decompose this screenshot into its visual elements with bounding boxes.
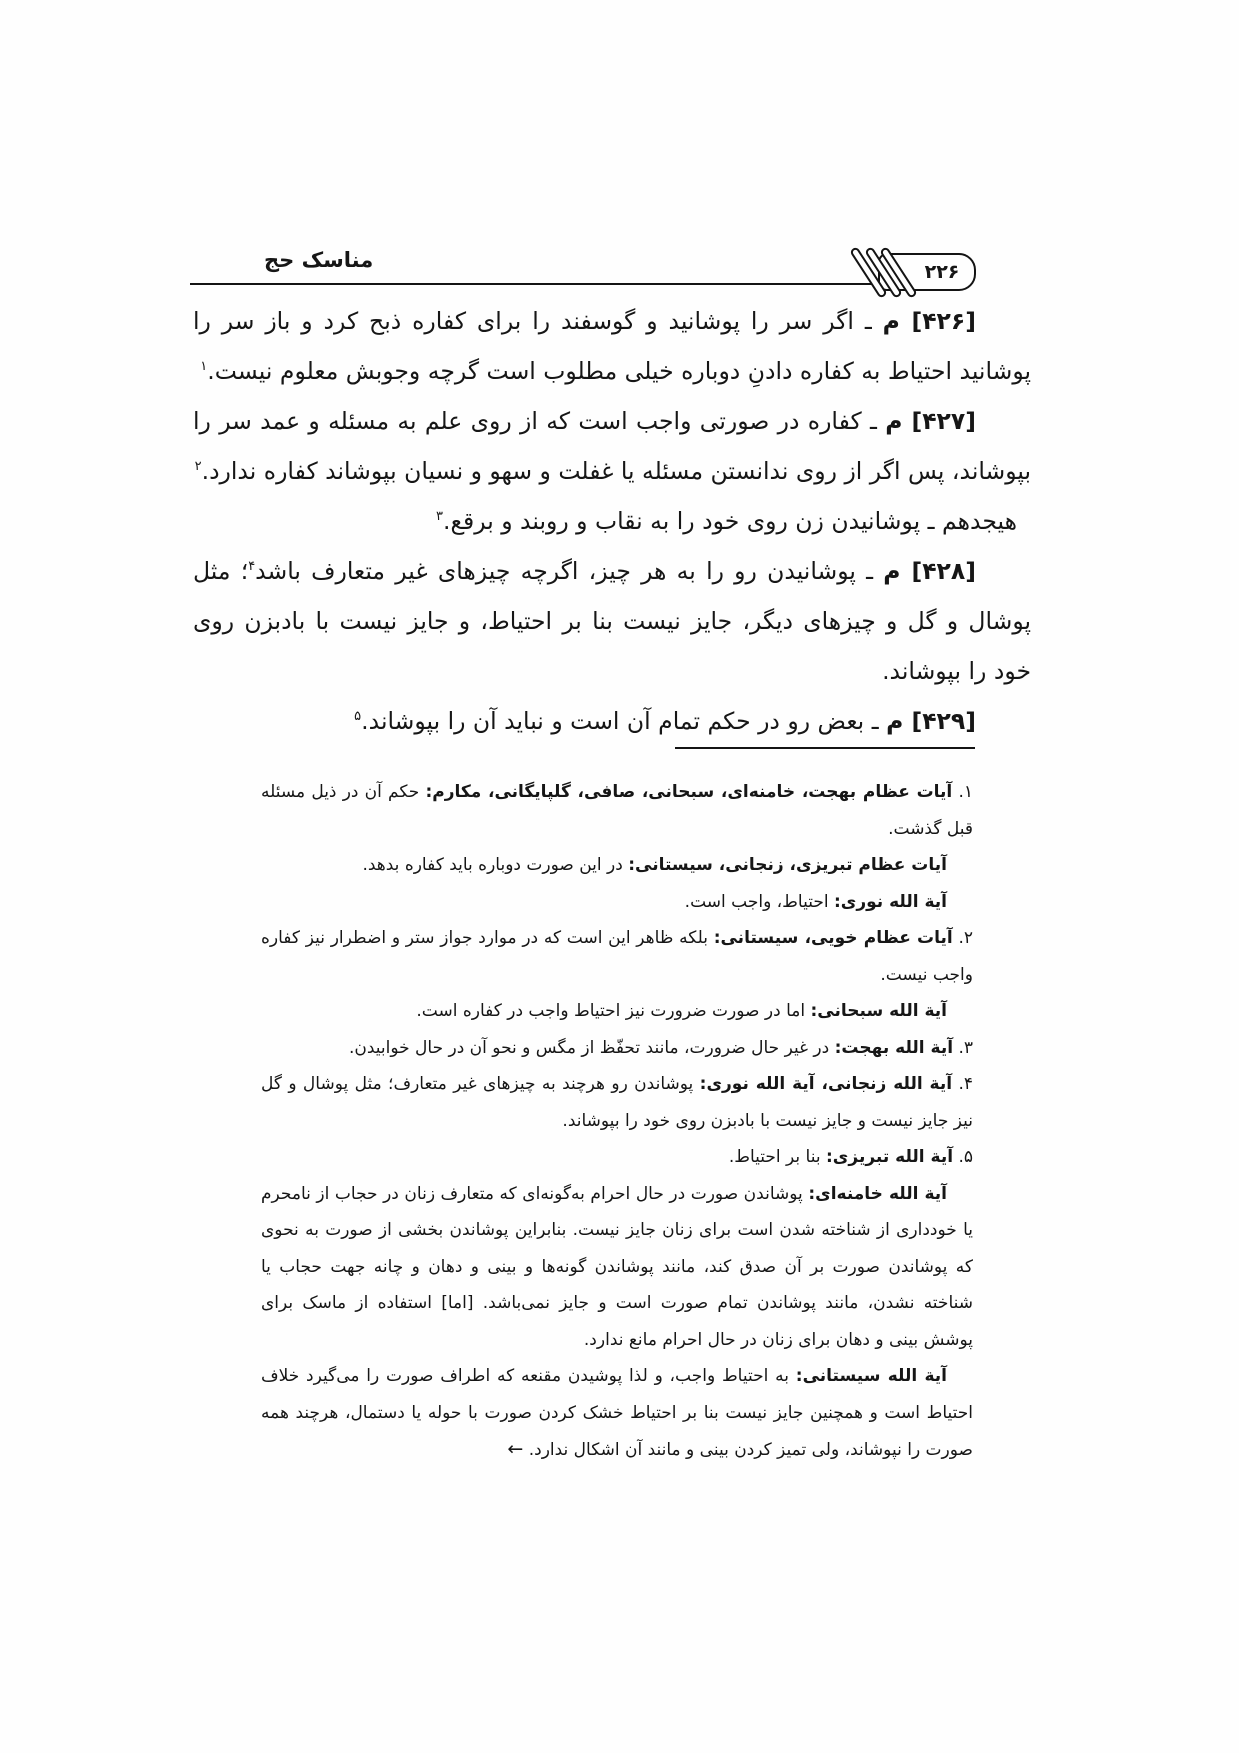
footnote-number: ۲.: [958, 928, 974, 948]
footnote-text: در غیر حال ضرورت، مانند تحفّظ از مگس و نحو آن در حال خوابیدن.: [348, 1037, 830, 1058]
footnote-line: [261, 1139, 973, 1176]
footnote-text: پوشاندن صورت در حال احرام به‌گونه‌ای که متعارف زنان در حجاب از نامحرم یا خودداری از شناخته شدن است برای زنان جایز نیست. بنابراین پوشاندن بخشی از صورت به نحوی که پوشاندن صورت بر آن صدق کند، مانند پوشاندن گونه‌ها و بینی و دهان و چانه جهت حجاب یا شناخته نشدن، مانند پوشاندن تمام صورت است و جایز نمی‌باشد. [اما] استفاده از ماسک برای پوشش بینی و دهان برای زنان در حال احرام مانع ندارد.: [261, 1183, 973, 1350]
masala-paragraph-429: [193, 696, 1031, 746]
footnote-line: [261, 1176, 973, 1359]
page-number: ۲۲۶: [924, 261, 960, 283]
footnote-marja-names: آیة الله نوری:: [833, 891, 947, 912]
footnote-text: اما در صورت ضرورت نیز احتیاط واجب در کفاره است.: [416, 1001, 806, 1021]
footnote-item-3: [261, 1030, 973, 1067]
masala-number-label: [۴۲۶] م: [882, 307, 976, 335]
footnote-marja-names: آیة الله بهجت:: [834, 1037, 954, 1058]
masala-dash: ـ: [864, 307, 872, 335]
masala-body: کفاره در صورتی واجب است که از روی علم به مسئله و عمد سر را بپوشاند، پس اگر از روی ندانستن مسئله یا غفلت و سهو و نسیان بپوشاند کفاره ندارد.: [193, 407, 1031, 485]
footnote-marja-names: آیات عظام تبریزی، زنجانی، سیستانی:: [628, 855, 947, 875]
footnote-item-5: [261, 1139, 973, 1469]
footnote-line: [261, 847, 973, 884]
masala-body: اگر سر را پوشانید و گوسفند را برای کفاره ذبح کرد و باز سر را پوشانید احتیاط به کفاره دادنِ دوباره خیلی مطلوب است گرچه وجوبش معلوم نیست.: [193, 307, 1031, 385]
masala-body: پوشانیدن رو را به هر چیز، اگرچه چیزهای غیر متعارف باشد: [255, 557, 856, 585]
masala-dash: ـ: [866, 557, 874, 585]
footnote-ref-superscript: ۱: [200, 359, 208, 375]
continuation-arrow-icon: ←: [507, 1438, 524, 1460]
footnote-ref-superscript: ۲: [194, 459, 202, 475]
footnote-marja-names: آیة الله سبحانی:: [810, 1001, 947, 1021]
footnote-line: [261, 774, 973, 847]
masala-number-label: [۴۲۹] م: [886, 707, 976, 735]
footnote-marja-names: آیات عظام بهجت، خامنه‌ای، سبحانی، صافی، گلپایگانی، مکارم:: [425, 782, 953, 802]
masala-paragraph-426: [193, 296, 1031, 396]
footnote-line: [261, 1066, 973, 1139]
footnote-line: [261, 920, 973, 993]
footnote-text: پوشاندن رو هرچند به چیزهای غیر متعارف؛ مثل پوشال و گل نیز جایز نیست و جایز نیست با بادبزن روی خود را بپوشاند.: [261, 1074, 973, 1131]
footnote-marja-names: آیة الله سیستانی:: [795, 1366, 947, 1386]
footnotes: [261, 774, 973, 1469]
masala-dash: ـ: [871, 707, 879, 735]
footnote-ref-superscript: ۵: [354, 709, 362, 725]
footnote-marja-names: آیة الله خامنه‌ای:: [808, 1183, 948, 1204]
masala-dash: ـ: [927, 507, 935, 535]
book-title: مناسک حج: [264, 248, 374, 272]
footnote-text: احتیاط، واجب است.: [684, 891, 829, 912]
footnote-item-2: [261, 920, 973, 1030]
footnote-marja-names: آیات عظام خویی، سیستانی:: [713, 928, 953, 948]
footnote-ref-superscript: ۴: [248, 559, 256, 575]
masala-paragraph-428: [193, 546, 1031, 696]
masala-number-label: [۴۲۷] م: [885, 407, 976, 435]
footnote-item-4: [261, 1066, 973, 1139]
footnote-line: [261, 1358, 973, 1469]
masala-paragraph-427: [193, 396, 1031, 496]
footnote-item-1: [261, 774, 973, 920]
footnote-text: بلکه ظاهر این است که در موارد جواز ستر و اضطرار نیز کفاره واجب نیست.: [261, 928, 973, 985]
footnote-line: [261, 1030, 973, 1067]
header-rule: [190, 283, 932, 285]
section-heading-eighteenth: [193, 496, 1031, 546]
footnote-text: به احتیاط واجب، و لذا پوشیدن مقنعه که اطراف صورت را می‌گیرد خلاف احتیاط است و همچنین جایز نیست بنا بر احتیاط خشک کردن صورت با حوله یا دستمال، هرچند همه صورت را نپوشاند، ولی تمیز کردن بینی و مانند آن اشکال ندارد.: [261, 1366, 973, 1460]
footnote-line: [261, 884, 973, 921]
footnote-text: بنا بر احتیاط.: [728, 1147, 821, 1167]
footnote-line: [261, 993, 973, 1030]
footnote-marja-names: آیة الله زنجانی، آیة الله نوری:: [699, 1074, 953, 1094]
footnote-text: حکم آن در ذیل مسئله قبل گذشت.: [261, 782, 973, 839]
footnote-number: ۵.: [958, 1147, 973, 1167]
footnote-separator: [675, 747, 975, 749]
masala-body-continued: ؛ مثل پوشال و گل و چیزهای دیگر، جایز نیست بنا بر احتیاط، و جایز نیست با بادبزن روی خود را بپوشاند.: [193, 557, 1031, 685]
masala-body: بعض رو در حکم تمام آن است و نباید آن را بپوشاند.: [361, 707, 865, 735]
masala-number-label: [۴۲۸] م: [883, 557, 976, 585]
footnote-marja-names: آیة الله تبریزی:: [825, 1147, 954, 1167]
footnote-number: ۴.: [958, 1074, 974, 1094]
footnote-number: ۳.: [958, 1037, 973, 1058]
footnote-text: در این صورت دوباره باید کفاره بدهد.: [362, 855, 623, 875]
main-text: [193, 296, 1031, 746]
section-heading-label: هیجدهم: [941, 507, 1017, 535]
masala-dash: ـ: [870, 407, 877, 435]
footnote-number: ۱.: [958, 782, 973, 802]
masala-body: پوشانیدن زن روی خود را به نقاب و روبند و برقع.: [443, 507, 921, 535]
footnote-ref-superscript: ۳: [436, 509, 444, 525]
